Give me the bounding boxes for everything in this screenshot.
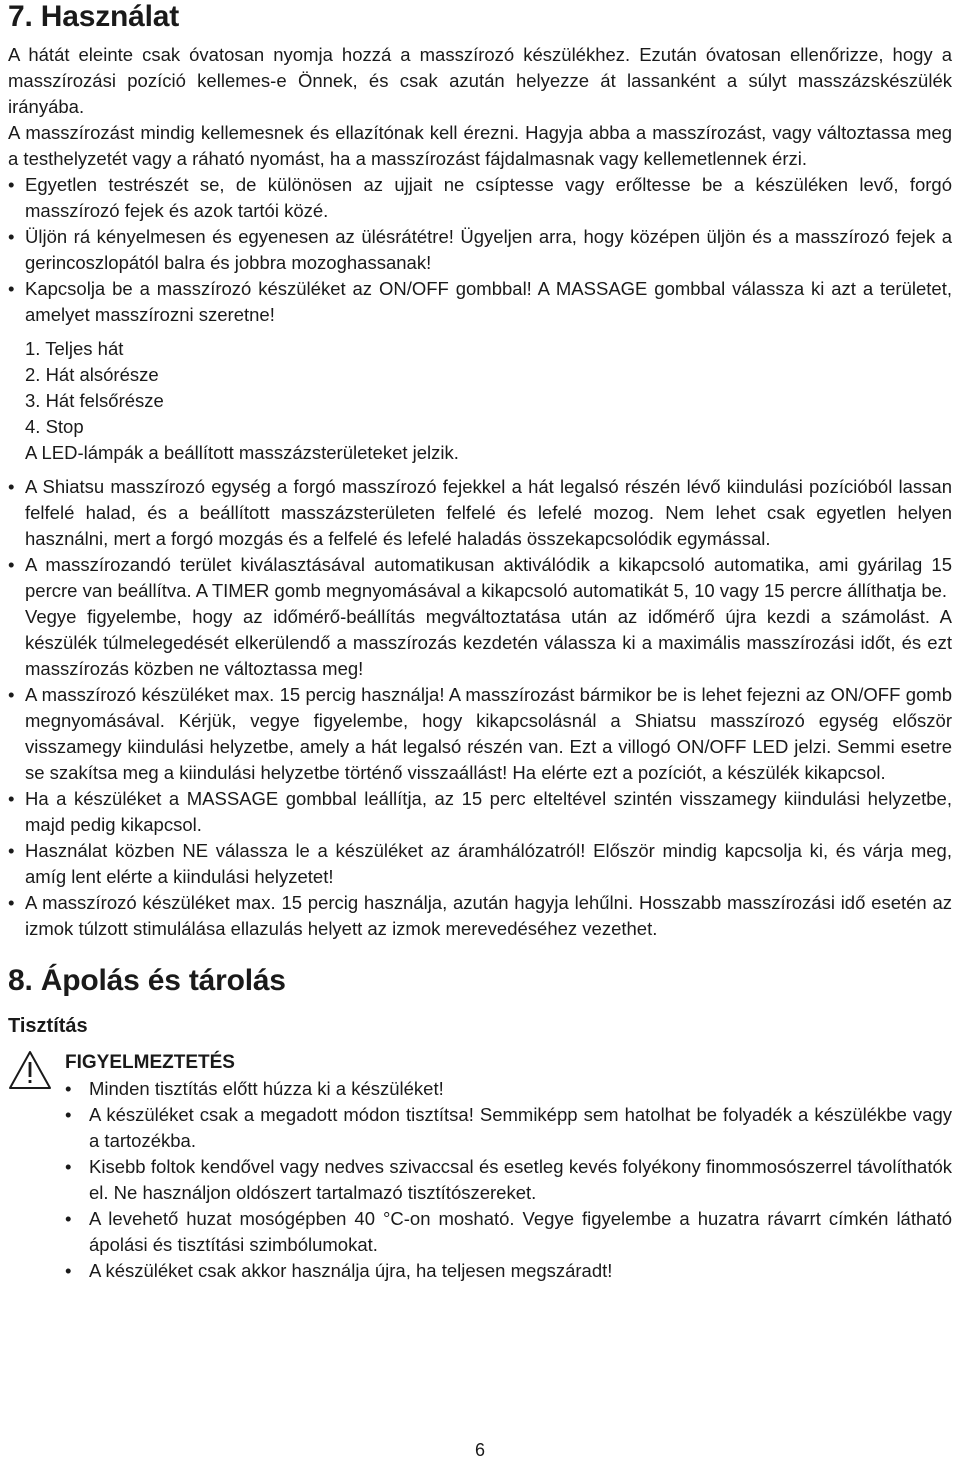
list-item — [8, 890, 952, 942]
numbered-item: 1. Teljes hát — [25, 338, 124, 359]
list-item-text: A készüléket csak a megadott módon tisztítsa! Semmiképp sem hatolhat be folyadék a készülékbe vagy a tartozékba. — [89, 1104, 952, 1151]
list-item-text: Üljön rá kényelmesen és egyenesen az ülésrátétre! Ügyeljen arra, hogy középen üljön és a masszírozó fejek a gerincoszlopától balra és jobbra mozoghassanak! — [25, 226, 952, 273]
massage-area-list — [8, 336, 952, 466]
list-item-text: A masszírozó készüléket max. 15 percig használja, azután hagyja lehűlni. Hosszabb masszírozási idő esetén az izmok túlzott stimulálása ellazulás helyett az izmok merevedéséhez vezethet. — [25, 892, 952, 939]
timer-note: Vegye figyelembe, hogy az időmérő-beállítás megváltoztatása után az időmérő újra kezdi a számolást. A készülék túlmelegedését elkerülendő a masszírozás kezdetén válassza ki a maximális masszírozási időt, és ezt masszírozás közben ne változtassa meg! — [25, 606, 952, 679]
list-item-text: Kapcsolja be a masszírozó készüléket az ON/OFF gombbal! A MASSAGE gombbal válassza ki azt a területet, amelyet masszírozni szeretne! — [25, 278, 952, 325]
list-item-text: Kisebb foltok kendővel vagy nedves szivaccsal és esetleg kevés folyékony finommosószerrel távolíthatók el. Ne használjon oldószert tartalmazó tisztítószereket. — [89, 1156, 952, 1203]
list-item — [65, 1258, 952, 1284]
bullet-icon: • — [8, 278, 15, 299]
list-item-text: A masszírozó készüléket max. 15 percig használja! A masszírozást bármikor be is lehet fejezni az ON/OFF gomb megnyomásával. Kérjük, vegye figyelembe, hogy kikapcsolásnál a Shiatsu masszírozó egység először visszamegy kiindulási helyzetbe, amely a hát legalsó részén van. Ezt a villogó ON/OFF LED jelzi. Semmi esetre se szakítsa meg a kiindulási helyzetbe történő visszaállást! Ha elérte ezt a pozíciót, a készülék kikapcsol. — [25, 684, 952, 783]
manual-page — [8, 0, 952, 1284]
warning-title: FIGYELMEZTETÉS — [65, 1052, 235, 1073]
list-item — [8, 172, 952, 224]
bullet-icon: • — [8, 892, 15, 913]
numbered-item: 2. Hát alsórésze — [25, 364, 159, 385]
list-item-text: Minden tisztítás előtt húzza ki a készüléket! — [89, 1078, 444, 1099]
list-item-text: A levehető huzat mosógépben 40 °C-on mosható. Vegye figyelembe a huzatra rávarrt címkén látható ápolási és tisztítási szimbólumokat. — [89, 1208, 952, 1255]
section-8-title: 8. Ápolás és tárolás — [8, 964, 286, 997]
list-item — [8, 786, 952, 838]
list-item — [8, 276, 952, 328]
bullet-icon: • — [65, 1078, 72, 1099]
bullet-icon: • — [8, 174, 15, 195]
section-7-title: 7. Használat — [8, 0, 180, 33]
list-item — [8, 552, 952, 604]
list-item — [8, 682, 952, 786]
list-item — [65, 1154, 952, 1206]
list-item-text: A masszírozandó terület kiválasztásával automatikusan aktiválódik a kikapcsoló automatika, ami gyárilag 15 percre van beállítva. A TIMER gomb megnyomásával a kikapcsoló automatikát 5, 10 vagy 15 percre állíthatja be. — [25, 554, 952, 601]
bullet-icon: • — [8, 226, 15, 247]
bullet-icon: • — [65, 1156, 72, 1177]
intro-paragraph-2: A masszírozást mindig kellemesnek és ellazítónak kell érezni. Hagyja abba a masszírozást, vagy változtassa meg a testhelyzetét vagy a ráható nyomást, ha a masszírozást fájdalmasnak vagy kellemetlennek érzi. — [8, 122, 952, 169]
list-item-text: Ha a készüléket a MASSAGE gombbal leállítja, az 15 perc elteltével szintén visszamegy kiindulási helyzetbe, majd pedig kikapcsol. — [25, 788, 952, 835]
list-item — [65, 1206, 952, 1258]
list-item — [65, 1102, 952, 1154]
bullet-icon: • — [8, 476, 15, 497]
list-item — [8, 474, 952, 552]
warning-block — [8, 1050, 952, 1284]
bullet-icon: • — [8, 554, 15, 575]
list-item — [65, 1076, 952, 1102]
list-item — [8, 838, 952, 890]
list-item-text: Használat közben NE válassza le a készüléket az áramhálózatról! Először mindig kapcsolja ki, és várja meg, amíg lent elérte a kiindulási helyzetet! — [25, 840, 952, 887]
cleaning-subtitle: Tisztítás — [8, 1015, 88, 1037]
led-note: A LED-lámpák a beállított masszázsterületeket jelzik. — [25, 442, 459, 463]
numbered-item: 3. Hát felsőrésze — [25, 390, 164, 411]
page-number: 6 — [474, 1440, 485, 1460]
bullet-icon: • — [8, 840, 15, 861]
intro-paragraph-1: A hátát eleinte csak óvatosan nyomja hozzá a masszírozó készülékhez. Ezután óvatosan ellenőrizze, hogy a masszírozási pozíció kellemes-e Önnek, és csak azután helyezze át lassanként a súlyt masszázskészülék irányába. — [8, 44, 952, 117]
bullet-icon: • — [8, 788, 15, 809]
bullet-icon: • — [65, 1260, 72, 1281]
list-item-text: Egyetlen testrészét se, de különösen az ujjait ne csíptesse vagy erőltesse be a készüléken levő, forgó masszírozó fejek és azok tartói közé. — [25, 174, 952, 221]
list-item-text: A Shiatsu masszírozó egység a forgó masszírozó fejekkel a hát legalsó részén lévő kiindulási pozícióból lassan felfelé halad, és a beállított masszázsterületen felfelé és lefelé mozog. Nem lehet csak egyetlen helyen használni, mert a forgó mozgás és a felfelé és lefelé haladás összekapcsolódik egymással. — [25, 476, 952, 549]
list-item-text: A készüléket csak akkor használja újra, ha teljesen megszáradt! — [89, 1260, 613, 1281]
bullet-icon: • — [65, 1208, 72, 1229]
bullet-icon: • — [65, 1104, 72, 1125]
warning-triangle-icon — [8, 1050, 52, 1090]
numbered-item: 4. Stop — [25, 416, 84, 437]
list-item — [8, 224, 952, 276]
bullet-icon: • — [8, 684, 15, 705]
